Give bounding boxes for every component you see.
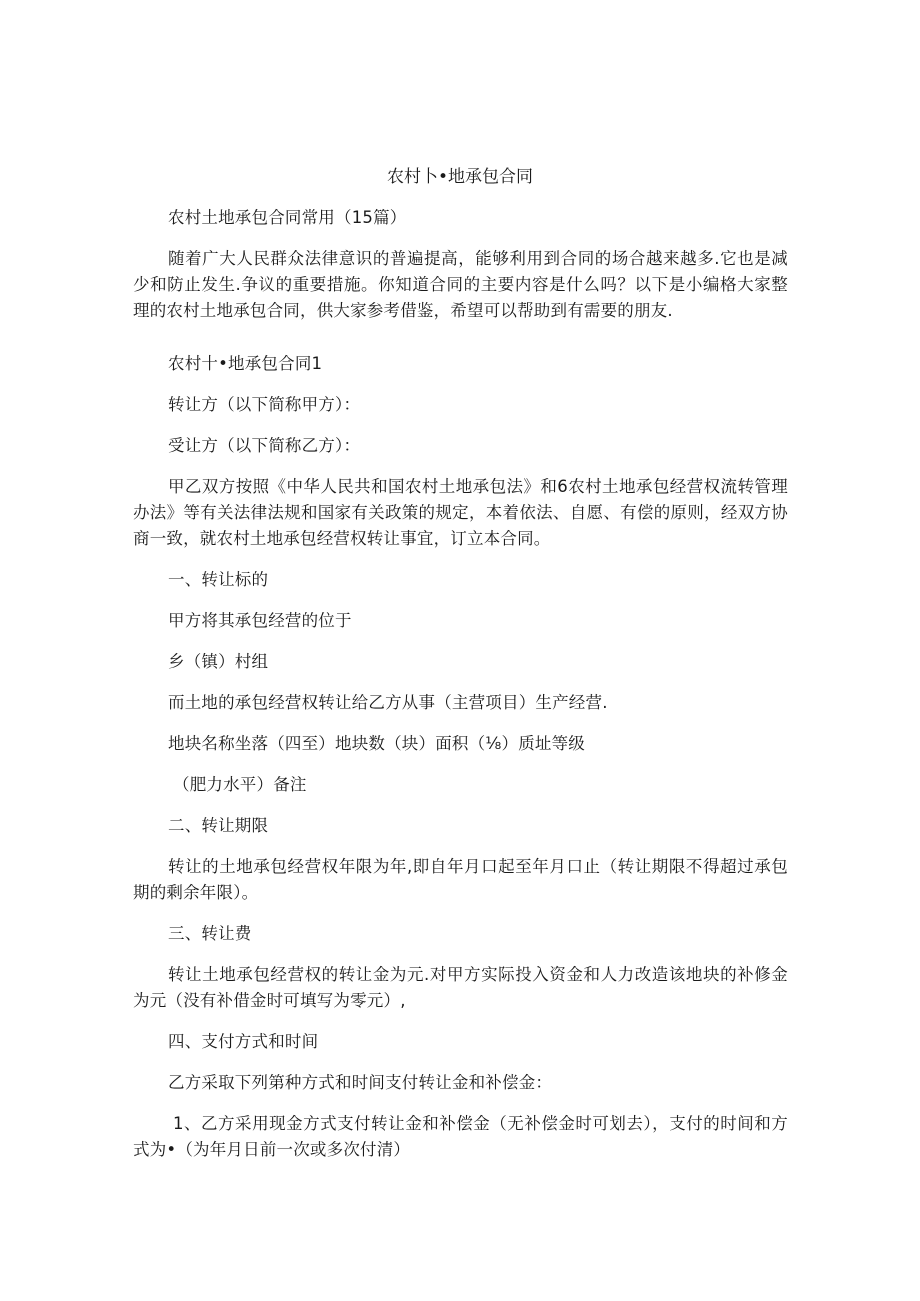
- clause-fertility: （肥力水平）备注: [173, 775, 307, 794]
- clause-parcel-fields: 地块名称坐落（四至）地块数（块）面积（⅛）质址等级: [168, 734, 585, 753]
- intro-paragraph: 随着广大人民群众法律意识的普遍提高，能够利用到合同的场合越来越多.它也是减少和防止发生.争议的重要措施。你知道合同的主要内容是什么吗？以下是小编格大家整理的农村土地承包合同，供大家参考借鉴，希望可以帮助到有需要的朋友.: [133, 249, 788, 320]
- section-heading-4: 四、支付方式和时间: [168, 1032, 319, 1051]
- section-heading-3: 三、转让费: [168, 924, 252, 943]
- clause-term: 转让的土地承包经营权年限为年,即自年月口起至年月口止（转让期限不得超过承包期的剩余年限）。: [133, 857, 788, 902]
- document-title: 农村卜•地承包合同: [386, 167, 534, 187]
- clause-township: 乡（镇）村组: [168, 652, 269, 671]
- section-heading-contract-1: 农村十•地承包合同1: [168, 354, 323, 373]
- transferee-line: 受让方（以下简称乙方）：: [168, 436, 361, 455]
- clause-location: 甲方将其承包经营的位于: [168, 611, 352, 630]
- clause-purpose: 而土地的承包经营权转让给乙方从事（主营项目）生产经营.: [168, 693, 608, 712]
- subtitle-paragraph: 农村土地承包合同常用（15篇）: [168, 208, 407, 227]
- section-heading-2: 二、转让期限: [168, 816, 269, 835]
- clause-payment-method: 乙方采取下列第种方式和时间支付转让金和补偿金：: [168, 1073, 553, 1092]
- clause-fee: 转让土地承包经营权的转让金为元.对甲方实际投入资金和人力改造该地块的补修金为元（没有补借金时可填写为零元）,: [133, 965, 788, 1010]
- section-heading-1: 一、转让标的: [168, 570, 269, 589]
- preamble-paragraph: 甲乙双方按照《中华人民共和国农村土地承包法》和6农村土地承包经营权流转管理办法》等有关法律法规和国家有关政策的规定，本着依法、自愿、有偿的原则，经双方协商一致，就农村土地承包经营权转让事宜，订立本合同。: [133, 477, 788, 548]
- transferor-line: 转让方（以下简称甲方）：: [168, 395, 361, 414]
- clause-payment-1: 1、乙方采用现金方式支付转让金和补偿金（无补偿金时可划去），支付的时间和方式为•（为年月日前一次或多次付清）: [133, 1114, 788, 1159]
- document-body: [133, 205, 788, 1178]
